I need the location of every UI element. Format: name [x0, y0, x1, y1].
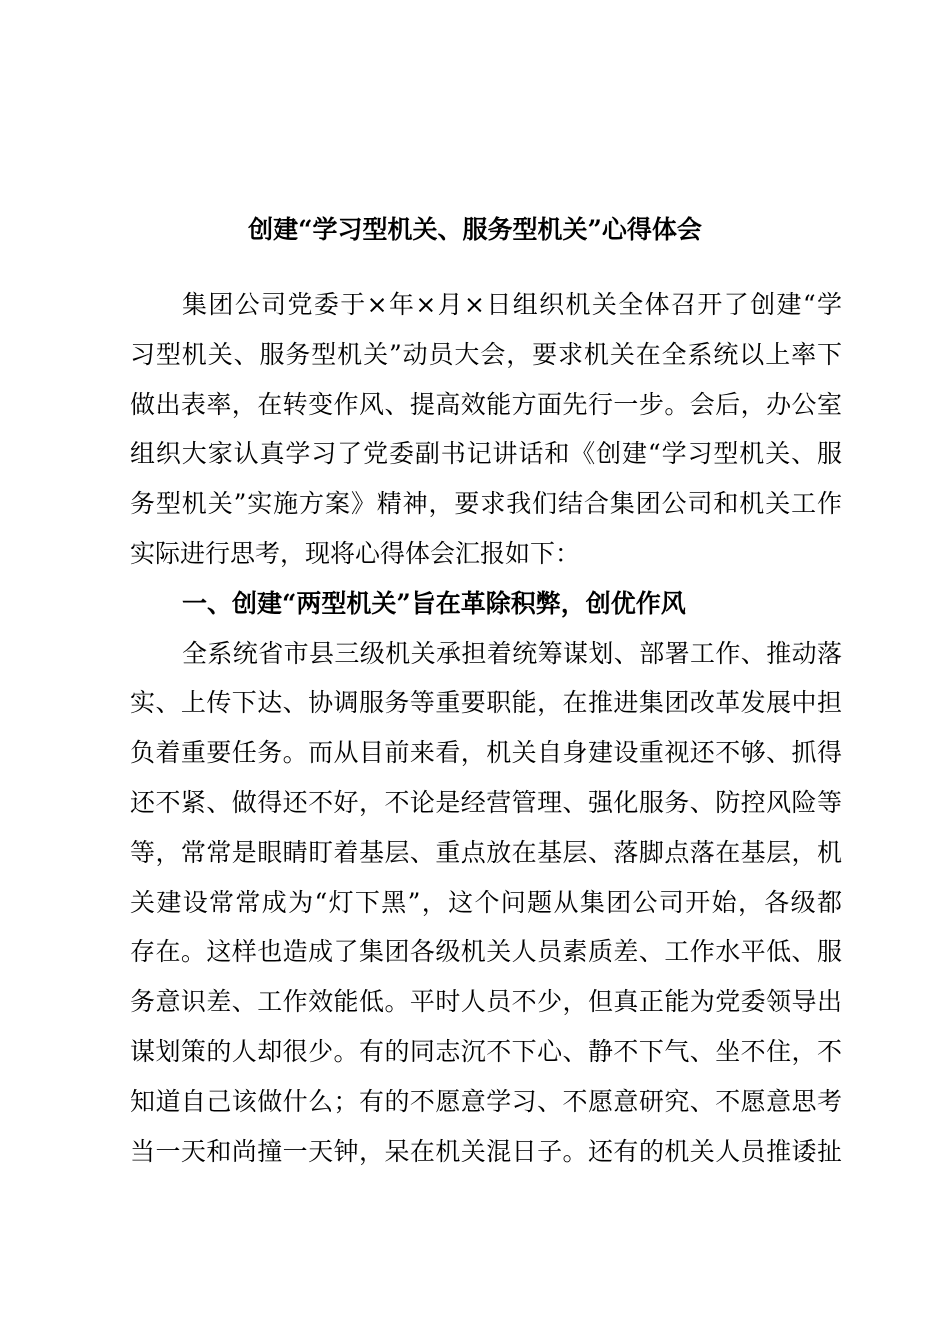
- text-line: 还不紧、做得还不好，不论是经营管理、强化服务、防控风险等: [130, 787, 842, 817]
- section-heading: 一、创建“两型机关”旨在革除积弊，创优作风: [182, 588, 686, 618]
- document-body: [130, 280, 842, 1176]
- text-line: 做出表率，在转变作风、提高效能方面先行一步。会后，办公室: [130, 389, 842, 419]
- text-line: 务意识差、工作效能低。平时人员不少，但真正能为党委领导出: [130, 987, 842, 1017]
- document-title: 创建“学习型机关、服务型机关”心得体会: [248, 215, 702, 244]
- text-line: 等，常常是眼睛盯着基层、重点放在基层、落脚点落在基层，机: [130, 837, 842, 867]
- text-line: 关建设常常成为“灯下黑”，这个问题从集团公司开始，各级都: [130, 887, 842, 917]
- text-line: 实、上传下达、协调服务等重要职能，在推进集团改革发展中担: [130, 688, 842, 718]
- text-line: 存在。这样也造成了集团各级机关人员素质差、工作水平低、服: [130, 937, 842, 967]
- text-line: 习型机关、服务型机关”动员大会，要求机关在全系统以上率下: [130, 339, 842, 369]
- text-line: 当一天和尚撞一天钟，呆在机关混日子。还有的机关人员推诿扯: [130, 1136, 842, 1166]
- text-line: 组织大家认真学习了党委副书记讲话和《创建“学习型机关、服: [130, 439, 842, 469]
- text-line: 知道自己该做什么；有的不愿意学习、不愿意研究、不愿意思考: [130, 1086, 842, 1116]
- intro-paragraph: [130, 280, 842, 579]
- text-line: 谋划策的人却很少。有的同志沉不下心、静不下气、坐不住，不: [130, 1036, 842, 1066]
- text-line: 全系统省市县三级机关承担着统筹谋划、部署工作、推动落: [182, 638, 842, 668]
- text-line: 务型机关”实施方案》精神，要求我们结合集团公司和机关工作: [130, 489, 842, 519]
- section-1-paragraph: [130, 629, 842, 1177]
- text-line: 负着重要任务。而从目前来看，机关自身建设重视还不够、抓得: [130, 738, 842, 768]
- text-line: 实际进行思考，现将心得体会汇报如下：: [130, 538, 581, 568]
- text-line: 集团公司党委于×年×月×日组织机关全体召开了创建“学: [182, 290, 842, 319]
